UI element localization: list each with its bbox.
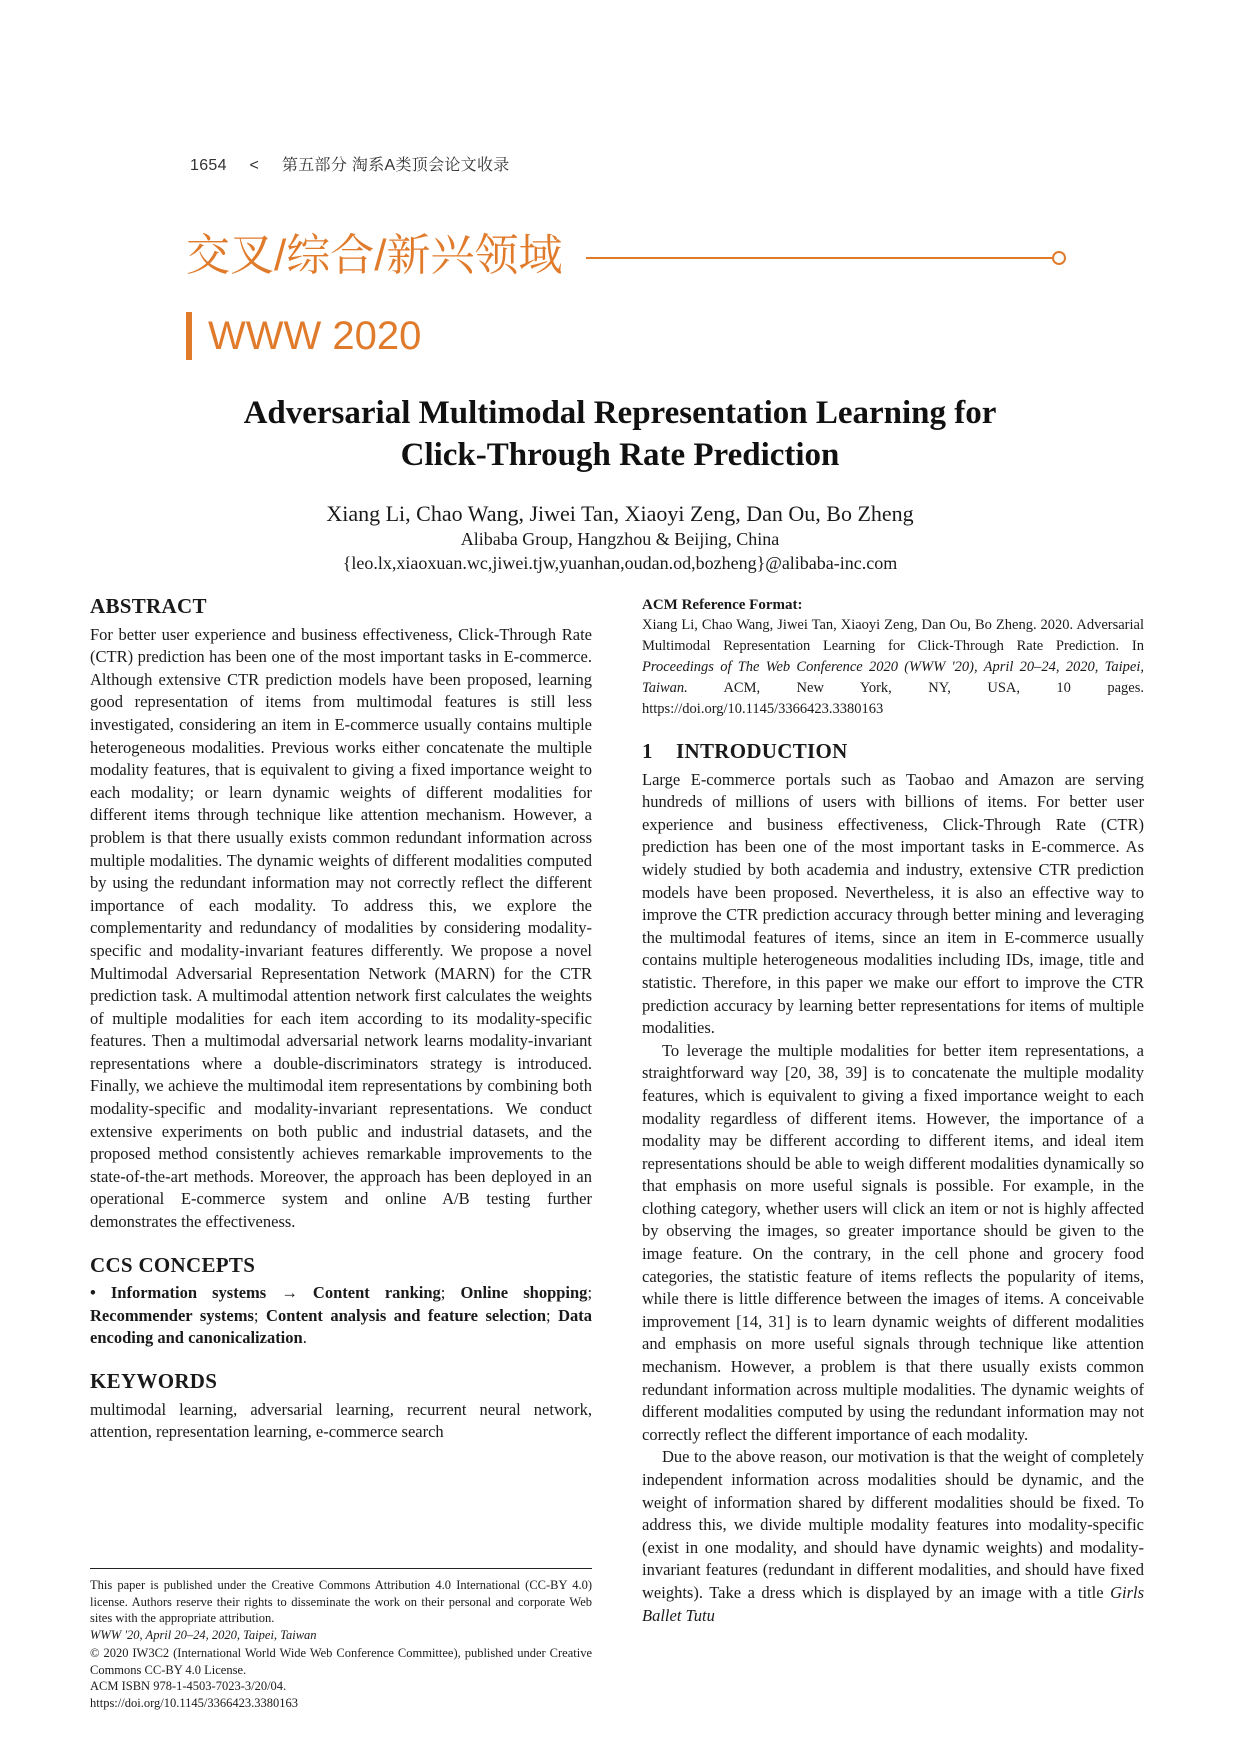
footnote-isbn: ACM ISBN 978-1-4503-7023-3/20/04.: [90, 1679, 287, 1693]
footnote-venue-text: WWW '20, April 20–24, 2020, Taipei, Taiwan: [90, 1627, 317, 1642]
ccs-concept-6: Data encoding and canonicalization: [90, 1305, 593, 1348]
acm-ref-plain: Xiang Li, Chao Wang, Jiwei Tan, Xiaoyi Zeng, Dan Ou, Bo Zheng. 2020. Adversarial Multimodal Representation Learning for Click-Through Rate Prediction. In: [642, 617, 1144, 654]
ccs-concept-1: Information systems: [110, 1283, 267, 1303]
ccs-concept-3: Online shopping: [460, 1283, 588, 1303]
acm-ref-italic: Proceedings of The Web Conference 2020 (WWW '20), April 20–24, 2020, Taipei, Taiwan.: [642, 659, 1144, 696]
ccs-sep: ;: [253, 1305, 259, 1325]
header-separator: <: [249, 157, 260, 174]
keywords-text: multimodal learning, adversarial learning, recurrent neural network, attention, representation learning, e-commerce search: [90, 1399, 592, 1442]
venue-label: WWW 2020: [186, 312, 421, 360]
banner-rule: [586, 257, 1052, 259]
acm-reference-label: ACM Reference Format:: [642, 597, 803, 613]
page-number: 1654: [190, 157, 227, 174]
ccs-sep: ;: [587, 1283, 593, 1303]
intro-paragraph-3: [642, 1446, 1144, 1627]
section-number: 1: [642, 739, 653, 763]
acm-reference-body: [642, 615, 1144, 720]
keywords-heading: KEYWORDS: [90, 1369, 218, 1393]
paper-title: [90, 392, 1150, 476]
abstract-text: For better user experience and business effectiveness, Click-Through Rate (CTR) prediction has been one of the most important tasks in E-commerce. Although extensive CTR prediction models have been proposed, learning good representation of items from multimodal features is still less investigated, considering an item in E-commerce usually contains multiple heterogeneous modalities. Previous works either concatenate the multiple modality features, that is equivalent to giving a fixed importance weight to each modality; or learn dynamic weights of different modalities for different items through technique like attention mechanism. However, a problem is that there usually exists common redundant information across multiple modalities. The dynamic weights of different modalities computed by using the redundant information may not correctly reflect the different importance of each modality. To address this, we explore the complementarity and redundancy of modalities by considering modality-specific and modality-invariant features differently. We propose a novel Multimodal Adversarial Representation Network (MARN) for the CTR prediction task. A multimodal attention network first calculates the weights of multiple modalities for each item according to its modality-specific features. Then a multimodal adversarial network learns modality-invariant representations where a double-discriminators strategy is introduced. Finally, we achieve the multimodal item representations by combining both modality-specific and modality-invariant representations. We conduct extensive experiments on both public and industrial datasets, and the proposed method consistently achieves remarkable improvements to the state-of-the-art methods. Moreover, the approach has been deployed in an operational E-commerce system and online A/B testing further demonstrates the effectiveness.: [90, 624, 592, 1232]
intro-paragraph-1: Large E-commerce portals such as Taobao and Amazon are serving hundreds of millions of users with billions of items. For better user experience and business effectiveness, Click-Through Rate (CTR) prediction has been one of the most important tasks in E-commerce. As widely studied by both academia and industry, extensive CTR prediction models have been proposed. Nevertheless, it is also an effective way to improve the CTR prediction accuracy through better mining and leveraging the multimodal features of items, since an item in E-commerce usually contains multiple heterogeneous modalities including IDs, image, title and statistic. Therefore, in this paper we make our effort to improve the CTR prediction accuracy by learning better representations for items of multiple modalities.: [642, 769, 1144, 1038]
footnote-copyright: © 2020 IW3C2 (International World Wide Web Conference Committee), published under Creative Commons CC-BY 4.0 License.: [90, 1646, 592, 1677]
footnote-license: This paper is published under the Creative Commons Attribution 4.0 International (CC-BY 4.0) license. Authors reserve their rights to disseminate the work on their personal and corporate Web sites with the appropriate attribution.: [90, 1578, 592, 1625]
ccs-heading: CCS CONCEPTS: [90, 1252, 256, 1277]
footnote-doi[interactable]: https://doi.org/10.1145/3366423.3380163: [90, 1695, 298, 1710]
running-header: [190, 152, 528, 175]
footnote: [90, 1568, 592, 1711]
banner-circle-icon: [1052, 251, 1066, 265]
authors: Xiang Li, Chao Wang, Jiwei Tan, Xiaoyi Zeng, Dan Ou, Bo Zheng: [326, 501, 914, 526]
part-title: 第五部分 淘系A类顶会论文收录: [281, 157, 510, 174]
abstract-heading: ABSTRACT: [90, 594, 207, 618]
ccs-concept-2: Content ranking: [312, 1283, 441, 1303]
right-column: [642, 595, 1144, 1627]
ccs-concepts: [90, 1282, 592, 1350]
affiliation: Alibaba Group, Hangzhou & Beijing, China: [460, 529, 780, 549]
introduction-heading: [642, 740, 1144, 763]
acm-ref-tail: ACM, New York, NY, USA, 10 pages. https://doi.org/10.1145/3366423.3380163: [642, 680, 1144, 717]
intro-p3-text: Due to the above reason, our motivation is that the weight of completely independent information across modalities should be dynamic, and the weight of information shared by different modalities should be fixed. To address this, we divide multiple modality features into modality-specific (exist in one modality, and should have dynamic weights) and modality-invariant features (redundant in different modalities, and should have fixed weights). Take a dress which is displayed by an image with a title: [642, 1447, 1144, 1602]
left-column: [90, 595, 592, 1444]
author-emails: {leo.lx,xiaoxuan.wc,jiwei.tjw,yuanhan,oudan.od,bozheng}@alibaba-inc.com: [342, 553, 898, 573]
ccs-bullet: •: [90, 1283, 96, 1303]
ccs-sep: ;: [546, 1305, 551, 1325]
ccs-sep: ;: [440, 1283, 446, 1303]
paper-title-line2: Click-Through Rate Prediction: [400, 437, 840, 473]
ccs-end: .: [302, 1328, 307, 1348]
ccs-concept-5: Content analysis and feature selection: [266, 1305, 546, 1325]
introduction-title: INTRODUCTION: [676, 739, 848, 763]
intro-p3-italic: Girls Ballet Tutu: [642, 1582, 1144, 1625]
ccs-concept-4: Recommender systems: [90, 1305, 254, 1325]
paper-title-line1: Adversarial Multimodal Representation Learning for: [243, 395, 997, 431]
intro-paragraph-2: To leverage the multiple modalities for better item representations, a straightforward way [20, 38, 39] is to concatenate the multiple modality features, which is equivalent to giving a fixed importance weight to each modality regardless of different items. However, the importance of a modality may be different according to different items, and ideal item representations should be able to weigh different modalities dynamically so that emphasis on more useful signals is possible. For example, in the clothing category, whether users will click an item or not is highly affected by observing the images, so greater importance should be given to the image feature. On the contrary, in the cell phone and grocery food categories, the statistic feature of items reflects the popularity of items, while there is little difference between the images of items. A conceivable improvement [14, 31] is to learn dynamic weights of different modalities and emphasis on more useful signals through technique like attention mechanism. However, a problem is that there usually exists common redundant information across multiple modalities. The dynamic weights of different modalities computed by using the redundant information may not correctly reflect the different importance of each modality.: [642, 1040, 1144, 1444]
section-title: 交叉/综合/新兴领域: [186, 231, 563, 280]
footnote-venue: [90, 1627, 592, 1644]
ccs-arrow: →: [281, 1283, 298, 1303]
section-banner: [186, 228, 1066, 288]
